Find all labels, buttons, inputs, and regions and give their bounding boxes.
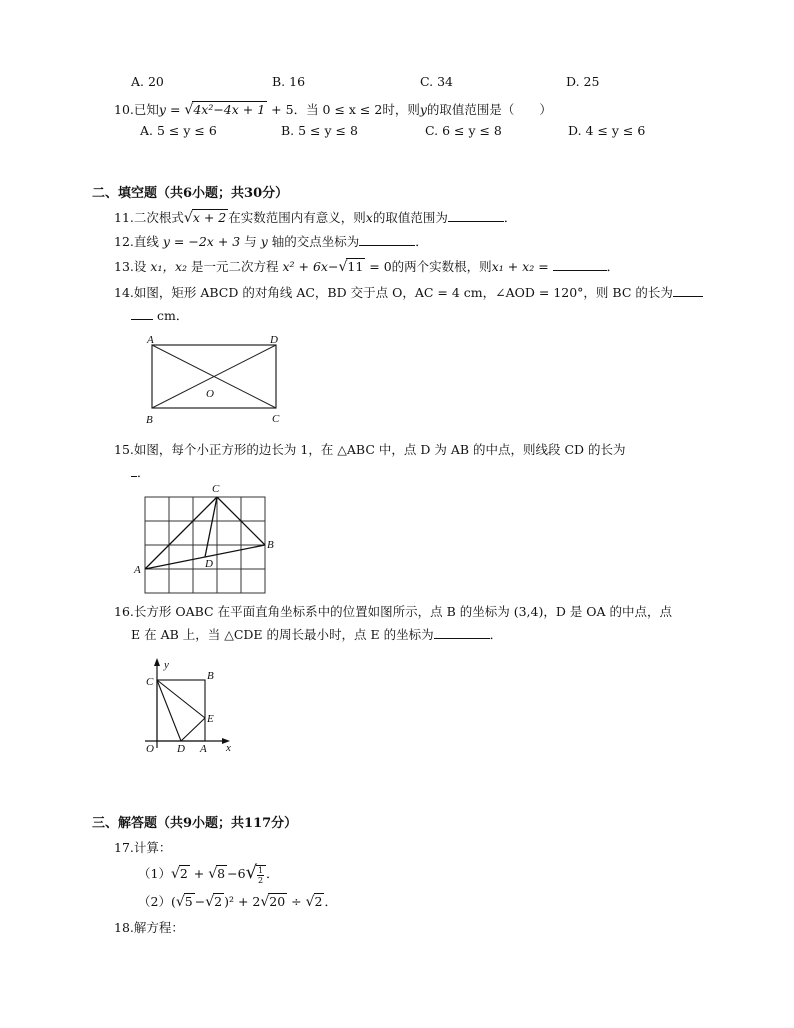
label-d: D bbox=[177, 743, 185, 755]
q17-p2-r2: 2 bbox=[214, 894, 223, 909]
q9-option-a: A. 20 bbox=[131, 74, 164, 89]
fraction-numerator: 1 bbox=[258, 865, 264, 875]
q10-text-mid: ．当 0 ≤ x ≤ 2时，则 bbox=[293, 102, 420, 117]
radical-sign: √ bbox=[175, 894, 185, 910]
q12-var: y bbox=[260, 234, 268, 249]
q17-p2-r3: 20 bbox=[269, 894, 286, 909]
label-b: B bbox=[207, 670, 214, 682]
q10-option-d: D. 4 ≤ y ≤ 6 bbox=[568, 123, 646, 138]
q13-vars: x₁，x₂ bbox=[150, 259, 188, 274]
label-c: C bbox=[212, 483, 220, 495]
q18-number: 18. bbox=[114, 920, 134, 935]
label-d: D bbox=[205, 558, 213, 570]
answer-blank[interactable] bbox=[673, 284, 703, 297]
q17-p2-end: ． bbox=[324, 894, 337, 909]
q16-figure bbox=[140, 655, 240, 755]
answer-blank[interactable] bbox=[359, 233, 415, 246]
q10-text-y: y bbox=[419, 102, 427, 117]
label-d: D bbox=[270, 334, 278, 346]
q14-line2 bbox=[131, 306, 188, 324]
q10-text-end: 的取值范围是（ ） bbox=[426, 102, 552, 117]
rectangle-oabc bbox=[157, 680, 205, 741]
q9-option-c: C. 34 bbox=[420, 74, 453, 89]
q13-stem: 13.设 x₁，x₂ 是一元二次方程 x² + 6x−√11 = 0的两个实数根，则x₁ + x₂ = ． bbox=[114, 259, 620, 275]
y-axis-arrow bbox=[154, 658, 160, 666]
q17-p2-minus: − bbox=[194, 894, 206, 909]
q17-p2-r1: 5 bbox=[184, 894, 193, 909]
answer-blank[interactable] bbox=[448, 209, 504, 222]
q13-sum: x₁ + x₂ = bbox=[491, 259, 549, 274]
q17-number: 17. bbox=[114, 840, 134, 855]
q16-line2-text: E 在 AB 上，当 △CDE 的周长最小时，点 E 的坐标为 bbox=[131, 627, 434, 642]
q15-number: 15. bbox=[114, 442, 134, 457]
answer-blank[interactable] bbox=[434, 626, 490, 639]
label-c: C bbox=[146, 676, 154, 688]
q12-formula: y = −2x + 3 bbox=[162, 234, 241, 249]
q15-line1: 如图，每个小正方形的边长为 1，在 △ABC 中，点 D 为 AB 的中点，则线段 CD 的长为 bbox=[133, 442, 626, 457]
q10-radicand: 4x²−4x + 1 bbox=[193, 102, 266, 117]
q10-formula-post: + 5 bbox=[267, 102, 294, 117]
q18-title-text: 解方程： bbox=[133, 920, 184, 935]
q17-part1 bbox=[138, 862, 279, 885]
q14-stem bbox=[114, 283, 703, 301]
radical-sign: √ bbox=[184, 102, 194, 118]
q17-p1-label: （1） bbox=[138, 866, 171, 881]
q17-p1-minus: −6 bbox=[227, 866, 246, 881]
q9-option-d: D. 25 bbox=[566, 74, 600, 89]
section-2-title: 二、填空题（共6小题；共30分） bbox=[92, 186, 289, 201]
q16-stem bbox=[114, 602, 672, 620]
q10-formula-y: y bbox=[158, 102, 166, 117]
label-y: y bbox=[164, 659, 169, 671]
q16-line1: 长方形 OABC 在平面直角坐标系中的位置如图所示，点 B 的坐标为 (3,4)，D 是 OA 的中点，点 bbox=[133, 604, 673, 619]
radical-sign: √ bbox=[338, 259, 348, 275]
q9-option-b: B. 16 bbox=[272, 74, 306, 89]
q13-mid: 是一元二次方程 bbox=[191, 259, 279, 274]
q15-line2 bbox=[131, 463, 150, 481]
q16-number: 16. bbox=[114, 604, 134, 619]
q17-p1-r1: 2 bbox=[179, 866, 188, 881]
radical-sign: √ bbox=[205, 894, 215, 910]
q17-title-text: 计算： bbox=[133, 840, 172, 855]
q17-p1-end: ． bbox=[266, 866, 279, 881]
q17-p2-label: （2） bbox=[138, 894, 171, 909]
radical-sign: √ bbox=[260, 894, 270, 910]
q11-var: x bbox=[365, 210, 373, 225]
radical-sign: √ bbox=[245, 862, 258, 883]
q14-line1: 如图，矩形 ABCD 的对角线 AC，BD 交于点 O，AC = 4 cm，∠AOD = 120°，则 BC 的长为 bbox=[133, 285, 673, 300]
q11-radicand: x + 2 bbox=[192, 210, 227, 225]
q13-eq-b: = 0 bbox=[365, 259, 392, 274]
label-b: B bbox=[146, 414, 153, 426]
q12-text: 直线 bbox=[133, 234, 159, 249]
segment-cd bbox=[205, 497, 217, 557]
q17-p2-open: ( bbox=[170, 894, 176, 909]
label-o: O bbox=[146, 743, 154, 755]
q10-number: 10. bbox=[114, 102, 134, 117]
q17-p2-div: ÷ bbox=[287, 894, 306, 909]
q11-number: 11. bbox=[114, 210, 134, 225]
q15-end: ． bbox=[137, 465, 150, 480]
q13-eq-a: x² + 6x− bbox=[282, 259, 339, 274]
q13-post: 的两个实数根，则 bbox=[391, 259, 492, 274]
q17-p1-fraction bbox=[256, 865, 266, 885]
q15-stem bbox=[114, 440, 626, 458]
radical-sign: √ bbox=[170, 866, 180, 882]
q10-option-b: B. 5 ≤ y ≤ 8 bbox=[281, 123, 358, 138]
q13-pre: 设 bbox=[133, 259, 147, 274]
label-o: O bbox=[206, 388, 214, 400]
triangle-cde bbox=[157, 680, 205, 741]
q10-formula-eq: = bbox=[165, 102, 185, 117]
radical-sign: √ bbox=[183, 210, 193, 226]
q12-number: 12. bbox=[114, 234, 134, 249]
q12-end: 轴的交点坐标为 bbox=[271, 234, 360, 249]
grid bbox=[145, 497, 265, 593]
q14-unit: cm． bbox=[156, 308, 189, 323]
q12-stem: 12.直线 y = −2x + 3 与 y 轴的交点坐标为 ． bbox=[114, 234, 428, 249]
q12-mid: 与 bbox=[244, 234, 257, 249]
section-3-title: 三、解答题（共9小题；共117分） bbox=[92, 816, 298, 831]
q16-line2: E 在 AB 上，当 △CDE 的周长最小时，点 E 的坐标为 ． bbox=[131, 627, 503, 642]
q11-stem: 11.二次根式√x + 2 在实数范围内有意义，则x的取值范围为 ． bbox=[114, 210, 517, 226]
label-a: A bbox=[200, 743, 207, 755]
label-x: x bbox=[226, 742, 231, 754]
answer-blank[interactable] bbox=[131, 307, 153, 320]
q11-pre: 二次根式 bbox=[133, 210, 184, 225]
q18-title bbox=[114, 918, 184, 936]
q15-figure bbox=[128, 480, 288, 598]
label-e: E bbox=[207, 713, 214, 725]
q13-eq-radicand: 11 bbox=[347, 259, 364, 274]
q17-title bbox=[114, 838, 171, 856]
q17-p1-r2: 8 bbox=[217, 866, 226, 881]
label-c: C bbox=[272, 413, 280, 425]
radical-sign: √ bbox=[208, 866, 218, 882]
label-a: A bbox=[147, 334, 154, 346]
q11-post: 在实数范围内有意义，则 bbox=[228, 210, 366, 225]
q17-p1-plus: + bbox=[189, 866, 209, 881]
q14-number: 14. bbox=[114, 285, 134, 300]
q11-end: 的取值范围为 bbox=[372, 210, 448, 225]
label-b: B bbox=[267, 539, 274, 551]
q10-option-a: A. 5 ≤ y ≤ 6 bbox=[140, 123, 217, 138]
q10-text-pre: 已知 bbox=[133, 102, 159, 117]
answer-blank[interactable] bbox=[553, 258, 607, 271]
q10-stem bbox=[114, 100, 552, 118]
q14-figure bbox=[140, 330, 290, 428]
q13-number: 13. bbox=[114, 259, 134, 274]
q17-p2-r4: 2 bbox=[314, 894, 323, 909]
fraction-denominator: 2 bbox=[258, 875, 264, 885]
q17-part2 bbox=[138, 892, 337, 910]
q17-p2-close: )² + 2 bbox=[224, 894, 261, 909]
radical-sign: √ bbox=[305, 894, 315, 910]
q10-option-c: C. 6 ≤ y ≤ 8 bbox=[425, 123, 502, 138]
label-a: A bbox=[134, 564, 141, 576]
